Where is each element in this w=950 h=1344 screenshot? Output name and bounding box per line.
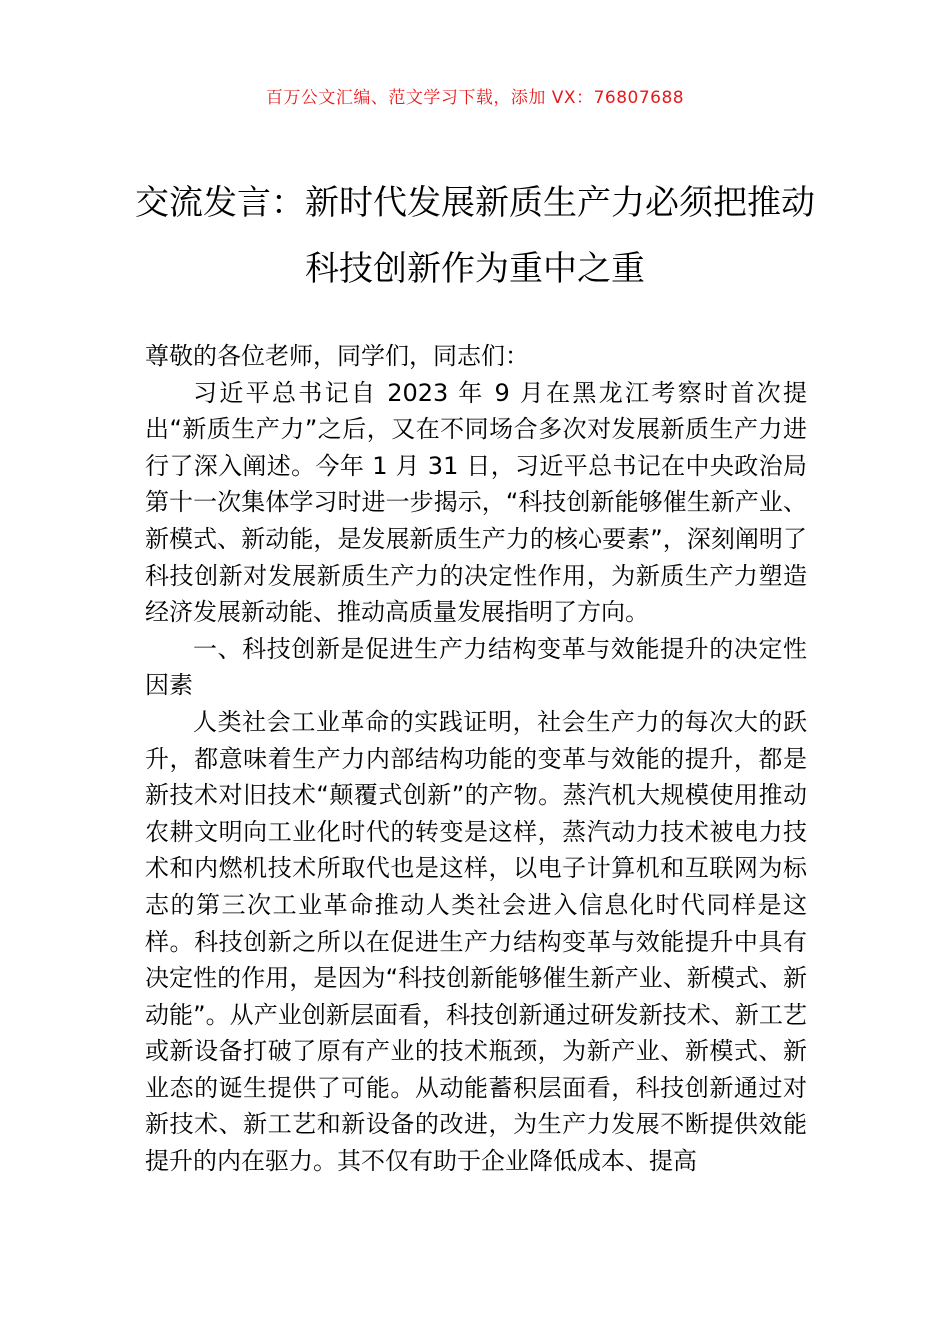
salutation: 尊敬的各位老师，同学们，同志们： [145,342,529,370]
section-heading-1: 一、科技创新是促进生产力结构变革与效能提升的决定性因素 [145,634,807,700]
paragraph-intro: 习近平总书记自 2023 年 9 月在黑龙江考察时首次提出“新质生产力”之后，又在不同场合多次对发展新质生产力进行了深入阐述。今年 1 月 31 日，习近平总书记在中央政治局第十一次集体学习时进一步揭示，“科技创新能够催生新产业、新模式、新动能，是发展新质生产力的核心要素”，深刻阐明了科技创新对发展新质生产力的决定性作用，为新质生产力塑造经济发展新动能、推动高质量发展指明了方向。 [145,378,807,627]
watermark-notice: 百万公文汇编、范文学习下载，添加 VX：76807688 [265,88,685,108]
document-title: 交流发言：新时代发展新质生产力必须把推动科技创新作为重中之重 [135,183,815,289]
paragraph-section-1: 人类社会工业革命的实践证明，社会生产力的每次大的跃升，都意味着生产力内部结构功能的变革与效能的提升，都是新技术对旧技术“颠覆式创新”的产物。蒸汽机大规模使用推动农耕文明向工业化时代的转变是这样，蒸汽动力技术被电力技术和内燃机技术所取代也是这样，以电子计算机和互联网为标志的第三次工业革命推动人类社会进入信息化时代同样是这样。科技创新之所以在促进生产力结构变革与效能提升中具有决定性的作用，是因为“科技创新能够催生新产业、新模式、新动能”。从产业创新层面看，科技创新通过研发新技术、新工艺或新设备打破了原有产业的技术瓶颈，为新产业、新模式、新业态的诞生提供了可能。从动能蓄积层面看，科技创新通过对新技术、新工艺和新设备的改进，为生产力发展不断提供效能提升的内在驱力。其不仅有助于企业降低成本、提高 [145,707,807,1176]
document-body [145,338,807,1180]
